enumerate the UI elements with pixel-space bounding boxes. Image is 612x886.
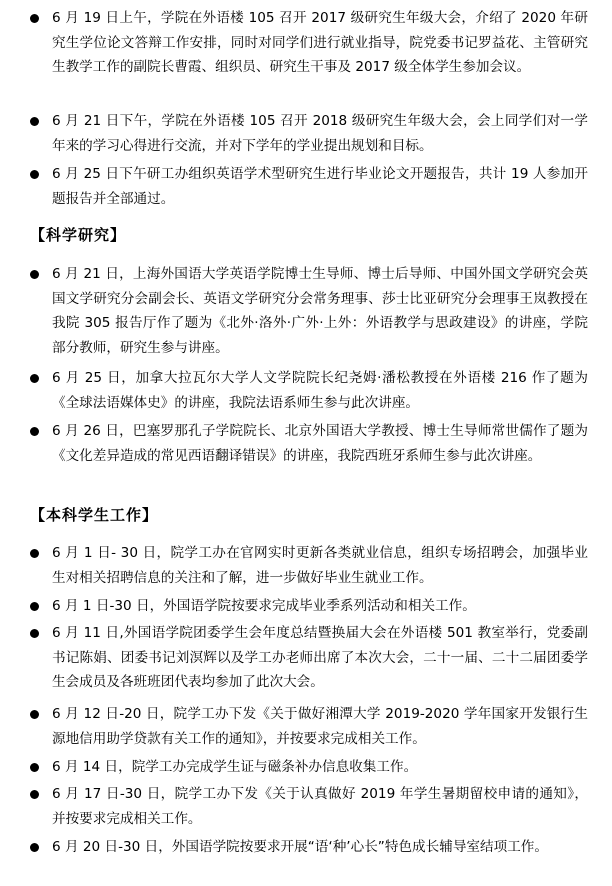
list-item-text: 6 月 20 日-30 日，外国语学院按要求开展“语‘种’心长”特色成长辅导室结项工作。 [52,839,548,855]
bullet-icon [30,427,39,436]
list-item-text: 6 月 19 日上午，学院在外语楼 105 召开 2017 级研究生年级大会，介绍了 2020 年研究生学位论文答辩工作安排，同时对同学们进行就业指导，院党委书记罗益花、主管研究生教学工作的副院长曹霞、组织员、研究生干事及 2017 级全体学生参加会议。 [52,10,588,75]
list-item-text: 6 月 14 日，院学工办完成学生证与磁条补办信息收集工作。 [52,759,418,775]
bullet-icon [30,710,39,719]
section-heading-students: 【本科学生工作】 [30,506,159,524]
bullet-icon [30,270,39,279]
list-item-text: 6 月 1 日-30 日，外国语学院按要求完成毕业季系列活动和相关工作。 [52,598,476,614]
bullet-icon [30,549,39,558]
bullet-icon [30,374,39,383]
bullet-icon [30,629,39,638]
bullet-icon [30,763,39,772]
list-item-text: 6 月 11 日,外国语学院团委学生会年度总结暨换届大会在外语楼 501 教室举行，党委副书记陈娟、团委书记刘溟辉以及学工办老师出席了本次大会，二十一届、二十二届团委学生会成员及各班班团代表均参加了此次大会。 [52,625,588,690]
bullet-icon [30,14,39,23]
list-item-text: 6 月 25 日下午研工办组织英语学术型研究生进行毕业论文开题报告，共计 19 人参加开题报告并全部通过。 [52,166,588,207]
list-item-text: 6 月 25 日，加拿大拉瓦尔大学人文学院院长纪尧姆·潘松教授在外语楼 216 作了题为《全球法语媒体史》的讲座，我院法语系师生参与此次讲座。 [52,370,588,411]
section-heading-research: 【科学研究】 [30,226,127,244]
bullet-icon [30,117,39,126]
bullet-icon [30,602,39,611]
list-item-text: 6 月 21 日下午，学院在外语楼 105 召开 2018 级研究生年级大会，会上同学们对一学年来的学习心得进行交流，并对下学年的学业提出规划和目标。 [52,113,588,154]
list-item-text: 6 月 17 日-30 日，院学工办下发《关于认真做好 2019 年学生暑期留校申请的通知》，并按要求完成相关工作。 [52,786,588,827]
list-item-text: 6 月 21 日，上海外国语大学英语学院博士生导师、博士后导师、中国外国文学研究会英国文学研究分会副会长、英语文学研究分会常务理事、莎士比亚研究分会理事王岚教授在我院 305 报告厅作了题为《北外·洛外·广外·上外：外语教学与思政建设》的讲座，学院部分教师，研究生参与讲座。 [52,266,588,356]
list-item-text: 6 月 1 日- 30 日，院学工办在官网实时更新各类就业信息，组织专场招聘会，加强毕业生对相关招聘信息的关注和了解，进一步做好毕业生就业工作。 [52,545,588,586]
bullet-icon [30,843,39,852]
list-item-text: 6 月 12 日-20 日，院学工办下发《关于做好湘潭大学 2019-2020 学年国家开发银行生源地信用助学贷款有关工作的通知》，并按要求完成相关工作。 [52,706,588,747]
list-item-text: 6 月 26 日，巴塞罗那孔子学院院长、北京外国语大学教授、博士生导师常世儒作了题为《文化差异造成的常见西语翻译错误》的讲座，我院西班牙系师生参与此次讲座。 [52,423,588,464]
bullet-icon [30,790,39,799]
bullet-icon [30,170,39,179]
